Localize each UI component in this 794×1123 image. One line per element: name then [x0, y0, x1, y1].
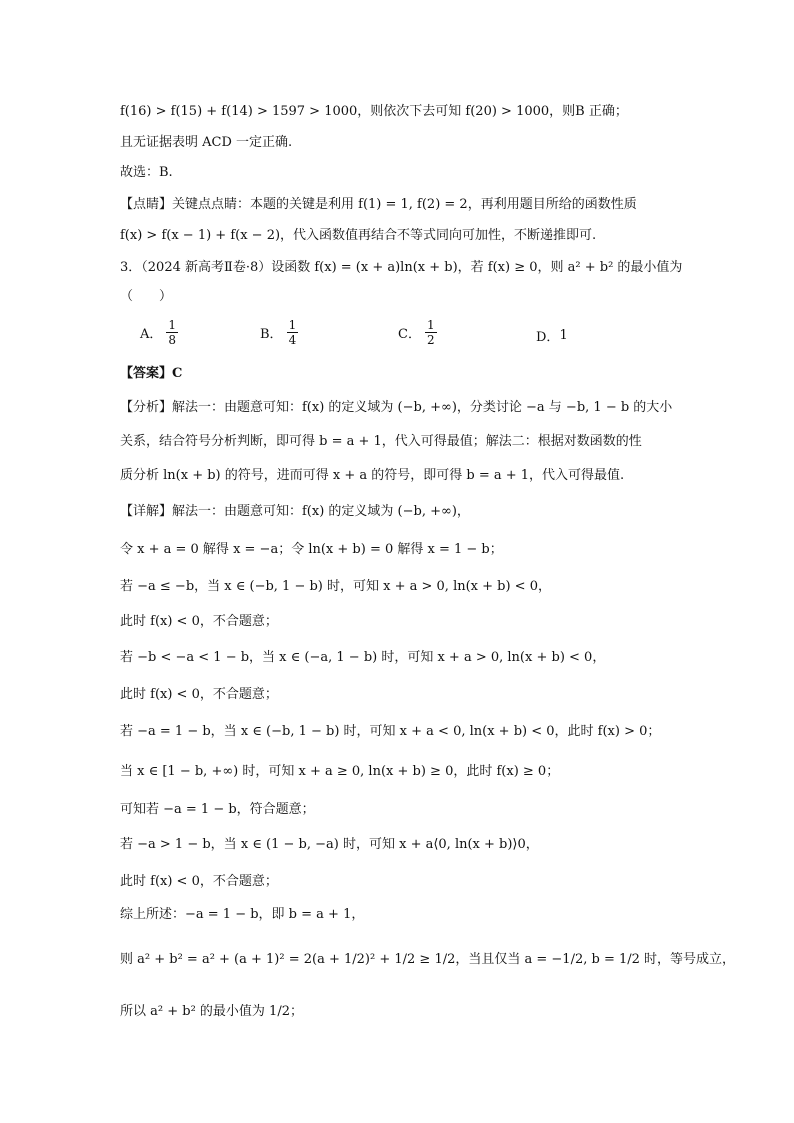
analysis-line: 【分析】解法一：由题意可知：f(x) 的定义域为 (−b, +∞)，分类讨论 −a 与 −b, 1 − b 的大小 [120, 400, 673, 415]
option-c [398, 318, 437, 347]
text-line: f(16) > f(15) + f(14) > 1597 > 1000，则依次下去可知 f(20) > 1000，则B 正确； [120, 104, 628, 119]
detail-line: 综上所述：−a = 1 − b，即 b = a + 1， [120, 907, 365, 922]
answer-line: 【答案】C [120, 366, 183, 381]
text-line: 故选：B. [120, 165, 173, 180]
option-letter: C． [398, 327, 421, 342]
text-line: f(x) > f(x − 1) + f(x − 2)，代入函数值再结合不等式同向可加性，不断递推即可. [120, 228, 597, 243]
numerator: 1 [288, 318, 297, 332]
detail-line: 可知若 −a = 1 − b，符合题意； [120, 802, 315, 817]
fraction [166, 318, 178, 347]
numerator: 1 [426, 318, 435, 332]
denominator: 4 [288, 333, 297, 347]
analysis-line: 质分析 ln(x + b) 的符号，进而可得 x + a 的符号，即可得 b = a + 1，代入可得最值. [120, 468, 625, 483]
detail-line: 则 a² + b² = a² + (a + 1)² = 2(a + 1/2)² + 1/2 ≥ 1/2，当且仅当 a = −1/2, b = 1/2 时，等号成立， [120, 952, 736, 967]
detail-line: 若 −a > 1 − b，当 x ∈ (1 − b, −a) 时，可知 x + a⟨0, ln(x + b)⟩0， [120, 837, 539, 852]
detail-line: 此时 f(x) < 0，不合题意； [120, 687, 278, 702]
option-b [260, 318, 298, 347]
question-stem: 3．（2024 新高考Ⅱ卷·8）设函数 f(x) = (x + a)ln(x + b)，若 f(x) ≥ 0，则 a² + b² 的最小值为 [120, 260, 683, 275]
detail-line: 当 x ∈ [1 − b, +∞) 时，可知 x + a ≥ 0, ln(x + b) ≥ 0，此时 f(x) ≥ 0； [120, 764, 560, 779]
question-blank: （ ） [120, 289, 173, 304]
option-letter: D． [536, 330, 560, 345]
detail-line: 若 −a ≤ −b，当 x ∈ (−b, 1 − b) 时，可知 x + a > 0, ln(x + b) < 0， [120, 579, 551, 594]
detail-line: 【详解】解法一：由题意可知：f(x) 的定义域为 (−b, +∞)， [120, 504, 470, 519]
detail-line: 所以 a² + b² 的最小值为 1/2； [120, 1004, 303, 1019]
denominator: 8 [168, 333, 177, 347]
answer-options [0, 318, 794, 358]
fraction [287, 318, 299, 347]
detail-line: 此时 f(x) < 0，不合题意； [120, 874, 278, 889]
option-a [140, 318, 178, 347]
detail-line: 令 x + a = 0 解得 x = −a；令 ln(x + b) = 0 解得 x = 1 − b； [120, 542, 503, 557]
option-d [536, 326, 568, 345]
numerator: 1 [168, 318, 177, 332]
text-line: 且无证据表明 ACD 一定正确. [120, 135, 293, 150]
fraction [425, 318, 437, 347]
option-letter: B． [260, 327, 283, 342]
detail-line: 若 −a = 1 − b，当 x ∈ (−b, 1 − b) 时，可知 x + a < 0, ln(x + b) < 0，此时 f(x) > 0； [120, 724, 661, 739]
option-value: 1 [559, 328, 568, 343]
key-point-line: 【点睛】关键点点睛：本题的关键是利用 f(1) = 1, f(2) = 2，再利用题目所给的函数性质 [120, 197, 637, 212]
option-letter: A． [140, 327, 163, 342]
detail-line: 此时 f(x) < 0，不合题意； [120, 614, 278, 629]
analysis-line: 关系，结合符号分析判断，即可得 b = a + 1，代入可得最值；解法二：根据对数函数的性 [120, 434, 642, 449]
detail-line: 若 −b < −a < 1 − b，当 x ∈ (−a, 1 − b) 时，可知 x + a > 0, ln(x + b) < 0， [120, 650, 606, 665]
denominator: 2 [426, 333, 435, 347]
